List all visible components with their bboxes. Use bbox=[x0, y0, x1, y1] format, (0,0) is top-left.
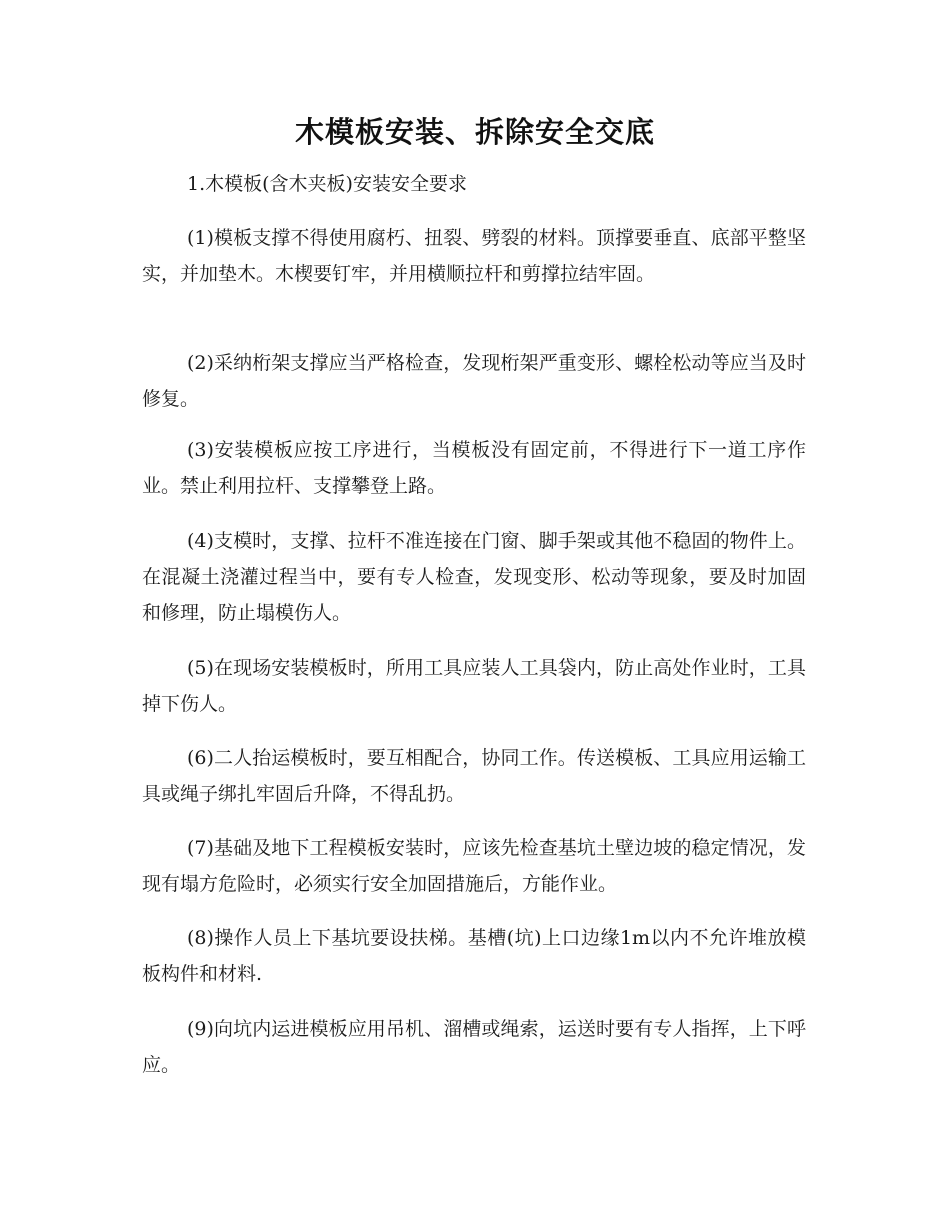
paragraph-3: (3)安装模板应按工序进行，当模板没有固定前，不得进行下一道工序作业。禁止利用拉杆、支撑攀登上路。 bbox=[142, 439, 806, 497]
paragraph-4: (4)支模时，支撑、拉杆不准连接在门窗、脚手架或其他不稳固的物件上。在混凝土浇灌过程当中，要有专人检查，发现变形、松动等现象，要及时加固和修理，防止塌模伤人。 bbox=[142, 530, 806, 624]
paragraph-8: (8)操作人员上下基坑要设扶梯。基槽(坑)上口边缘1m以内不允许堆放模板构件和材料. bbox=[142, 927, 806, 985]
paragraph-6: (6)二人抬运模板时，要互相配合，协同工作。传送模板、工具应用运输工具或绳子绑扎牢固后升降，不得乱扔。 bbox=[142, 747, 806, 805]
document-title: 木模板安装、拆除安全交底 bbox=[294, 115, 655, 149]
paragraph-5: (5)在现场安装模板时，所用工具应装人工具袋内，防止高处作业时，工具掉下伤人。 bbox=[142, 657, 806, 715]
paragraph-9: (9)向坑内运进模板应用吊机、溜槽或绳索，运送时要有专人指挥，上下呼应。 bbox=[142, 1018, 806, 1076]
paragraph-7: (7)基础及地下工程模板安装时，应该先检查基坑土壁边坡的稳定情况，发现有塌方危险时，必须实行安全加固措施后，方能作业。 bbox=[142, 837, 806, 895]
paragraph-2: (2)采纳桁架支撑应当严格检查，发现桁架严重变形、螺栓松动等应当及时修复。 bbox=[142, 352, 806, 410]
section-heading: 1.木模板(含木夹板)安装安全要求 bbox=[187, 173, 467, 195]
paragraph-1: (1)模板支撑不得使用腐朽、扭裂、劈裂的材料。顶撑要垂直、底部平整坚实，并加垫木。木楔要钉牢，并用横顺拉杆和剪撑拉结牢固。 bbox=[142, 227, 806, 285]
